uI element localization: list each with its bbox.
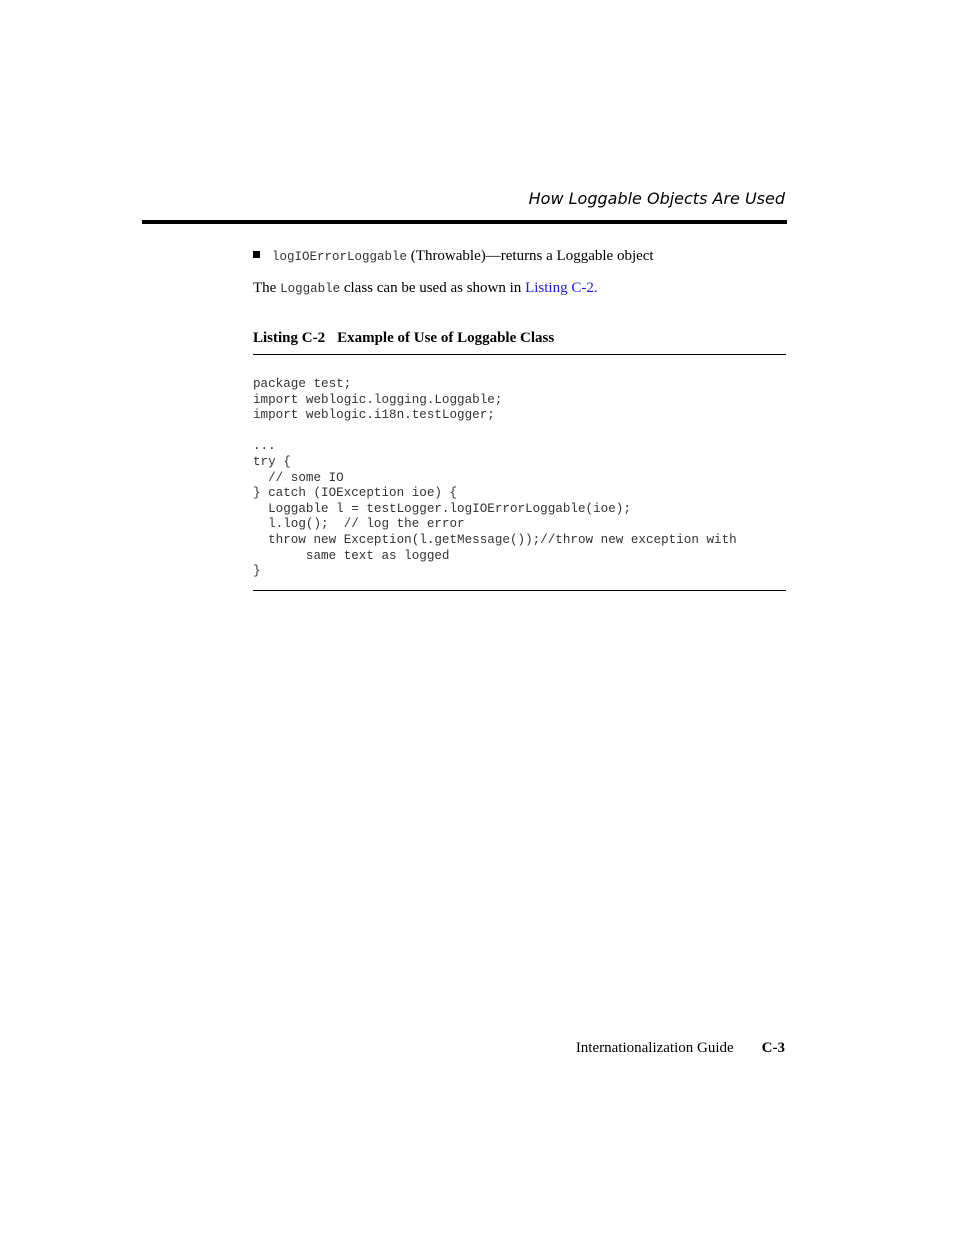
bullet-method-code: logIOErrorLoggable: [272, 250, 408, 264]
footer-guide-title: Internationalization Guide: [575, 1040, 734, 1056]
page-footer: [576, 1040, 785, 1057]
intro-paragraph: [253, 280, 598, 297]
intro-class-code: Loggable: [280, 282, 341, 296]
listing-caption: [253, 330, 554, 347]
listing-number: Listing C-2: [253, 330, 326, 346]
bullet-square-icon: [253, 251, 260, 258]
listing-bottom-rule: [253, 590, 786, 591]
intro-text-after: .: [593, 280, 598, 296]
running-header-title: How Loggable Objects Are Used: [528, 189, 785, 208]
bullet-description: (Throwable)—returns a Loggable object: [407, 248, 654, 264]
header-rule: [142, 220, 787, 224]
footer-page-number: C-3: [761, 1040, 785, 1056]
listing-top-rule: [253, 354, 786, 355]
intro-text-middle: class can be used as shown in: [340, 280, 526, 296]
listing-link[interactable]: Listing C-2: [525, 280, 594, 296]
intro-text-before: The: [253, 280, 281, 296]
listing-title: Example of Use of Loggable Class: [337, 330, 555, 346]
bullet-item: [253, 248, 654, 265]
code-listing: package test; import weblogic.logging.Loggable; import weblogic.i18n.testLogger; ... try { // some IO } catch (IOException ioe) { Loggable l = testLogger.logIOErrorLoggable(ioe); l.log(); // log the error throw new Exception(l.getMessage());//throw new exception with same text as logged }: [253, 377, 737, 579]
